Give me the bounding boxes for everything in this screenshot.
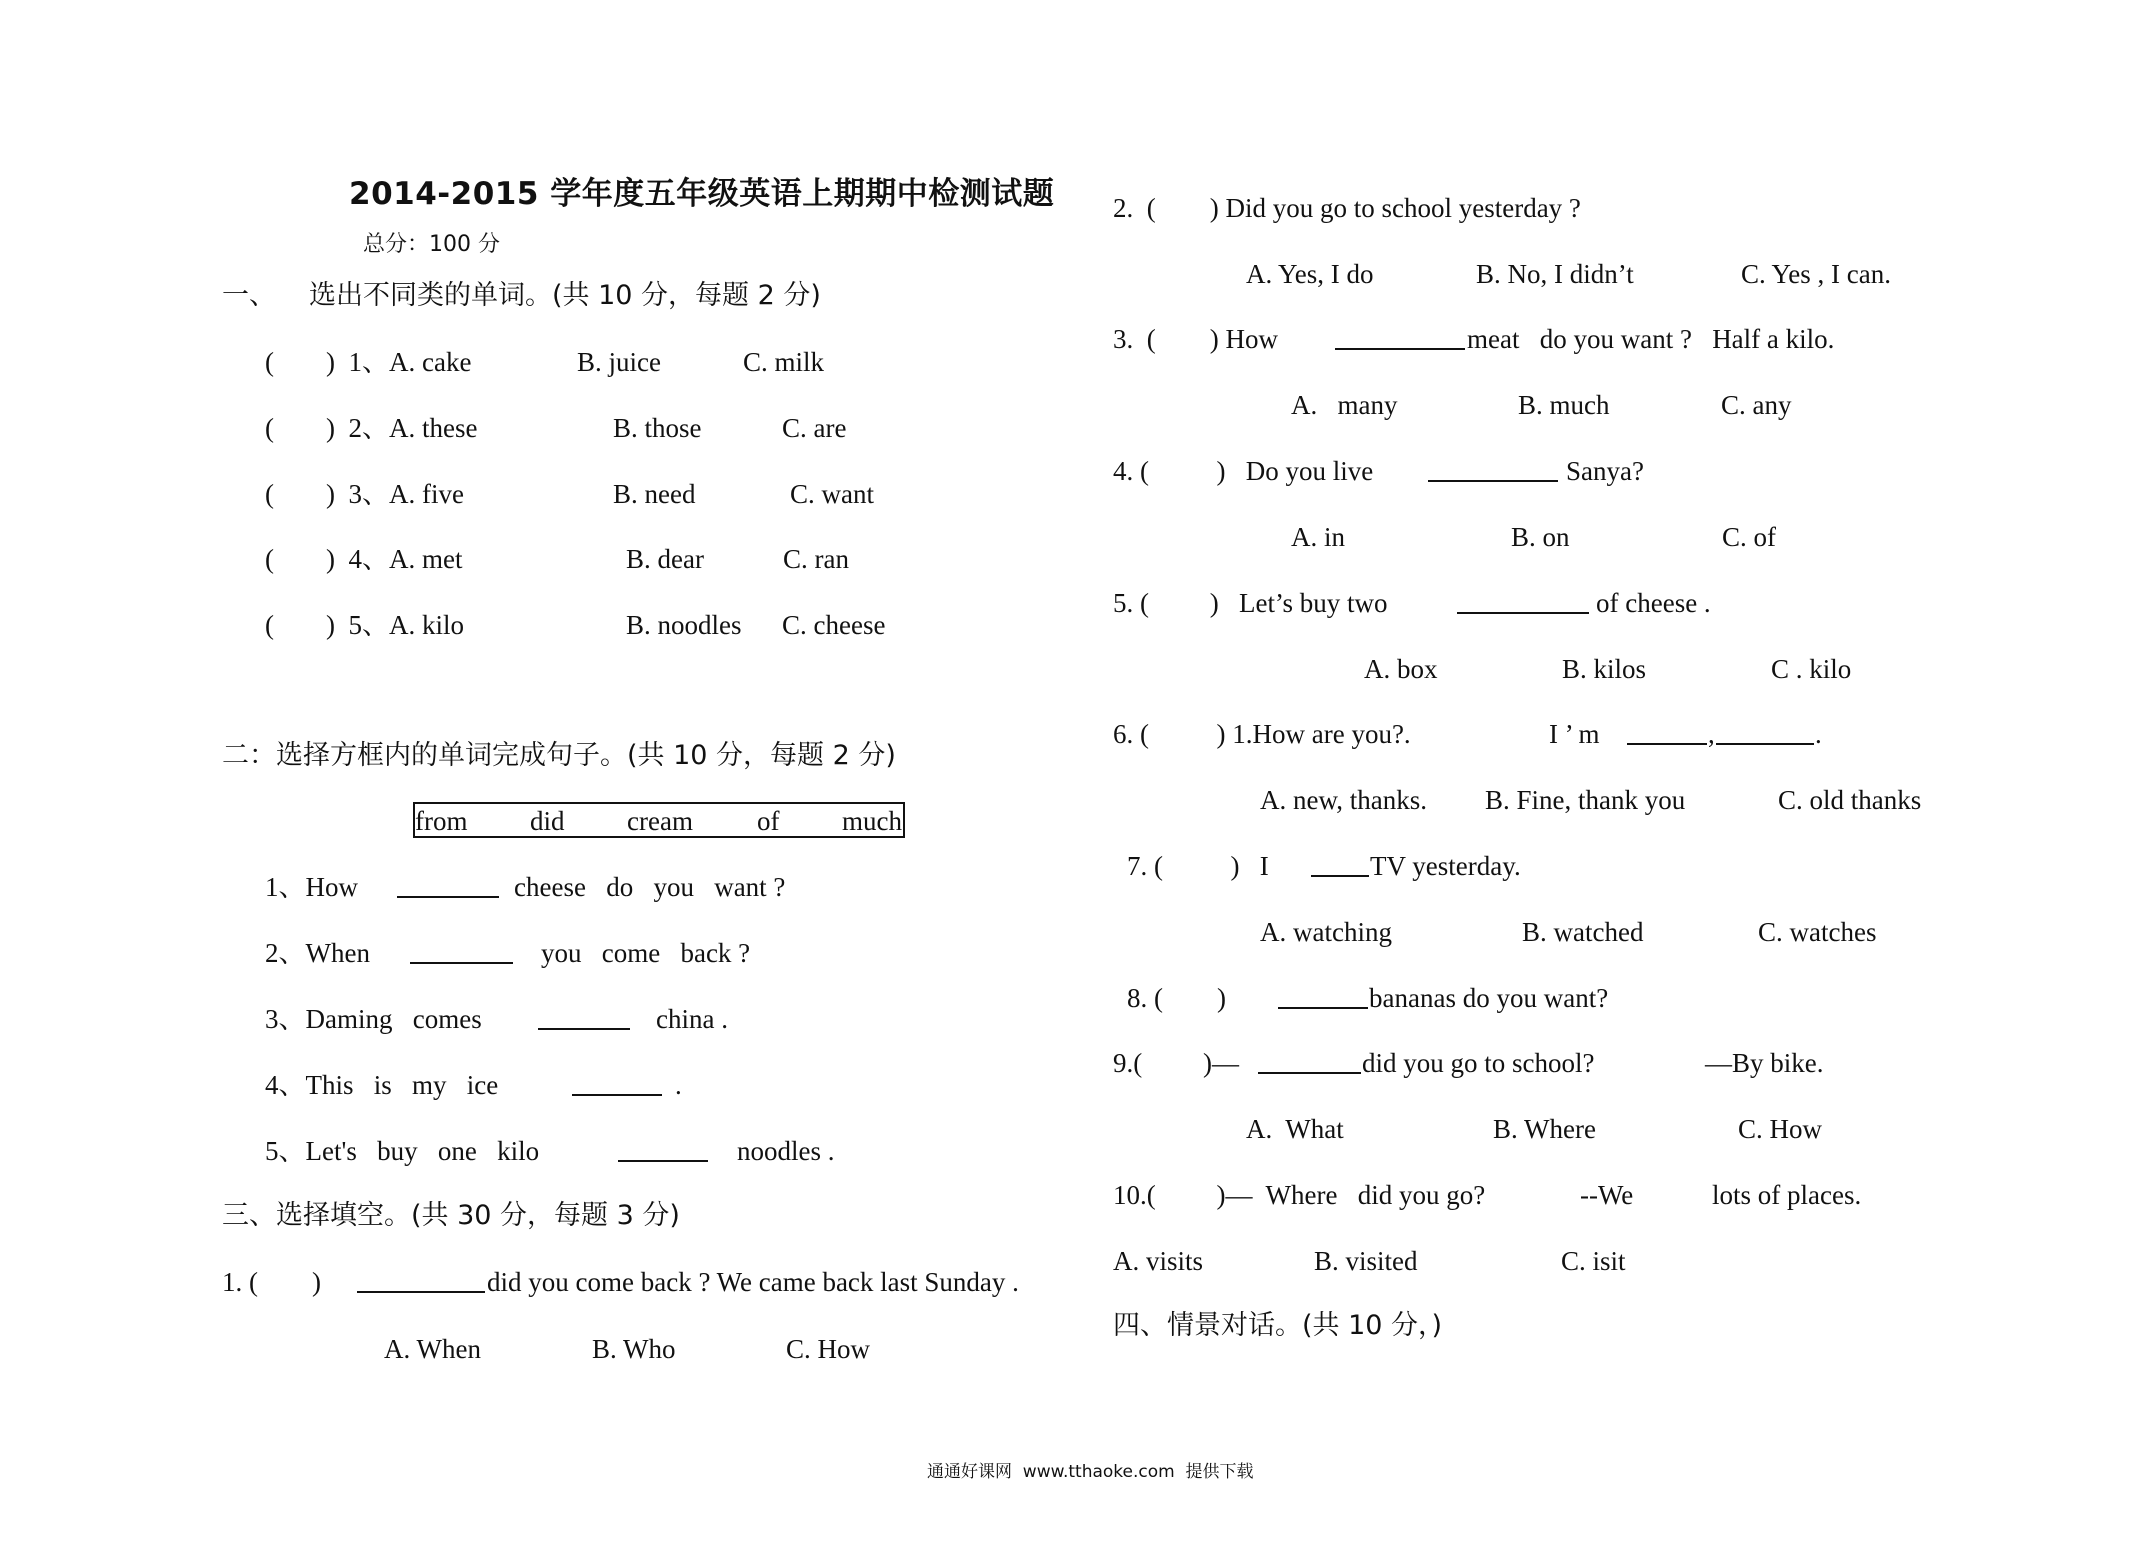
fill-blank[interactable] bbox=[572, 1072, 662, 1096]
option-c: C. want bbox=[790, 479, 874, 509]
option-a: A. in bbox=[1291, 522, 1345, 552]
option-b: B. noodles bbox=[626, 610, 742, 640]
footer-credit: 通通好课网 www.tthaoke.com 提供下载 bbox=[927, 1462, 1254, 1482]
answer-end: lots of places. bbox=[1712, 1180, 1862, 1210]
fill-blank[interactable] bbox=[1311, 853, 1369, 877]
answer-paren[interactable]: ( bbox=[265, 347, 274, 377]
option-c: C. How bbox=[786, 1334, 871, 1364]
sentence-start: 4、This is my ice bbox=[265, 1070, 499, 1100]
sentence-start: 5、Let's buy one kilo bbox=[265, 1136, 540, 1166]
sentence-end: cheese do you want ? bbox=[514, 872, 786, 902]
option-a: A. Yes, I do bbox=[1246, 259, 1374, 289]
option-c: C. ran bbox=[783, 544, 849, 574]
question-number: 8. ( ) bbox=[1127, 983, 1226, 1013]
question-number: 7. ( ) I bbox=[1127, 851, 1269, 881]
total-score: 总分：100 分 bbox=[363, 232, 500, 257]
option-a: A. new, thanks. bbox=[1260, 785, 1427, 815]
option-a: A. watching bbox=[1260, 917, 1392, 947]
word-box bbox=[413, 802, 905, 838]
option-b: B. those bbox=[613, 413, 702, 443]
option-b: B. dear bbox=[626, 544, 704, 574]
question-number: 4. ( ) Do you live bbox=[1113, 456, 1374, 486]
separator: , bbox=[1708, 719, 1715, 749]
word-much: much bbox=[842, 806, 902, 836]
answer-paren[interactable]: ( bbox=[265, 544, 274, 574]
word-did: did bbox=[530, 806, 565, 836]
option-b: B. No, I didn’t bbox=[1476, 259, 1634, 289]
option-c: C. How bbox=[1738, 1114, 1823, 1144]
question-text: did you come back ? We came back last Sunday . bbox=[487, 1267, 1019, 1297]
fill-blank[interactable] bbox=[1627, 721, 1707, 745]
word-from: from bbox=[415, 806, 468, 836]
word-of: of bbox=[757, 806, 780, 836]
question-number: 5. ( ) Let’s buy two bbox=[1113, 588, 1388, 618]
question-text: of cheese . bbox=[1596, 588, 1711, 618]
option-b: B. watched bbox=[1522, 917, 1644, 947]
sentence-start: 1、How bbox=[265, 872, 358, 902]
section4-heading: 四、情景对话。(共 10 分，) bbox=[1113, 1310, 1443, 1341]
question-text: Sanya? bbox=[1566, 456, 1644, 486]
answer-text: —By bike. bbox=[1705, 1048, 1824, 1078]
option-c: C. any bbox=[1721, 390, 1792, 420]
fill-blank[interactable] bbox=[1258, 1050, 1361, 1074]
question-text: 2. ( ) Did you go to school yesterday ? bbox=[1113, 193, 1581, 223]
fill-blank[interactable] bbox=[1457, 590, 1589, 614]
sentence-start: 3、Daming comes bbox=[265, 1004, 482, 1034]
option-b: B. much bbox=[1518, 390, 1610, 420]
question-number: 10.( )— Where did you go? bbox=[1113, 1180, 1486, 1210]
sentence-end: you come back ? bbox=[541, 938, 751, 968]
option-a: ) 1、A. cake bbox=[326, 347, 472, 377]
question-text: did you go to school? bbox=[1362, 1048, 1595, 1078]
fill-blank[interactable] bbox=[1428, 458, 1558, 482]
option-a: ) 3、A. five bbox=[326, 479, 464, 509]
option-a: A. visits bbox=[1113, 1246, 1204, 1276]
end-period: . bbox=[1815, 719, 1822, 749]
sentence-start: 2、When bbox=[265, 938, 370, 968]
section2-heading: 二：选择方框内的单词完成句子。(共 10 分，每题 2 分) bbox=[222, 740, 896, 771]
word-cream: cream bbox=[627, 806, 693, 836]
sentence-end: . bbox=[675, 1070, 682, 1100]
section1-heading: 选出不同类的单词。(共 10 分，每题 2 分) bbox=[309, 280, 821, 311]
option-c: C. watches bbox=[1758, 917, 1877, 947]
question-text: bananas do you want? bbox=[1369, 983, 1609, 1013]
option-b: B. kilos bbox=[1562, 654, 1647, 684]
option-b: B. Where bbox=[1493, 1114, 1596, 1144]
question-number: 6. ( ) 1.How are you?. bbox=[1113, 719, 1411, 749]
option-a: ) 4、A. met bbox=[326, 544, 463, 574]
sentence-end: noodles . bbox=[737, 1136, 835, 1166]
option-c: C. Yes , I can. bbox=[1741, 259, 1892, 289]
fill-blank[interactable] bbox=[1335, 326, 1465, 350]
question-number: 1. ( ) bbox=[222, 1267, 321, 1297]
question-text: TV yesterday. bbox=[1370, 851, 1521, 881]
option-c: C. are bbox=[782, 413, 847, 443]
option-a: A. When bbox=[384, 1334, 481, 1364]
option-c: C. cheese bbox=[782, 610, 886, 640]
option-a: ) 5、A. kilo bbox=[326, 610, 464, 640]
fill-blank[interactable] bbox=[357, 1269, 485, 1293]
answer-start: --We bbox=[1580, 1180, 1634, 1210]
option-c: C. old thanks bbox=[1778, 785, 1922, 815]
option-c: C. isit bbox=[1561, 1246, 1626, 1276]
option-b: B. Fine, thank you bbox=[1485, 785, 1686, 815]
section1-number: 一、 bbox=[222, 280, 276, 311]
option-b: B. on bbox=[1511, 522, 1570, 552]
question-number: 3. ( ) How bbox=[1113, 324, 1278, 354]
fill-blank[interactable] bbox=[538, 1006, 630, 1030]
option-b: B. juice bbox=[577, 347, 661, 377]
question-text: I ’ m bbox=[1549, 719, 1600, 749]
sentence-end: china . bbox=[656, 1004, 728, 1034]
option-c: C . kilo bbox=[1771, 654, 1852, 684]
fill-blank[interactable] bbox=[410, 940, 513, 964]
option-a: ) 2、A. these bbox=[326, 413, 478, 443]
question-text: meat do you want ? Half a kilo. bbox=[1467, 324, 1835, 354]
option-a: A. many bbox=[1291, 390, 1398, 420]
option-c: C. of bbox=[1722, 522, 1776, 552]
fill-blank[interactable] bbox=[1716, 721, 1814, 745]
section3-heading: 三、选择填空。(共 30 分，每题 3 分) bbox=[222, 1200, 680, 1231]
option-b: B. visited bbox=[1314, 1246, 1418, 1276]
fill-blank[interactable] bbox=[618, 1138, 708, 1162]
option-b: B. Who bbox=[592, 1334, 676, 1364]
exam-title: 2014-2015 学年度五年级英语上期期中检测试题 bbox=[349, 176, 1055, 212]
answer-paren[interactable]: ( bbox=[265, 610, 274, 640]
answer-paren[interactable]: ( bbox=[265, 479, 274, 509]
fill-blank[interactable] bbox=[397, 874, 499, 898]
fill-blank[interactable] bbox=[1278, 985, 1368, 1009]
option-a: A. What bbox=[1246, 1114, 1344, 1144]
option-b: B. need bbox=[613, 479, 696, 509]
question-number: 9.( )— bbox=[1113, 1048, 1239, 1078]
option-c: C. milk bbox=[743, 347, 825, 377]
option-a: A. box bbox=[1364, 654, 1438, 684]
answer-paren[interactable]: ( bbox=[265, 413, 274, 443]
